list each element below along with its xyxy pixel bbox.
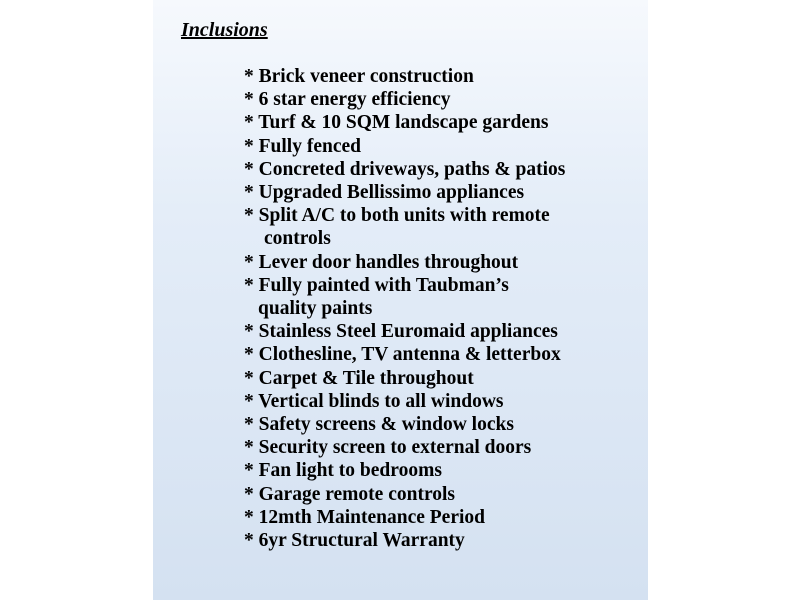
list-item — [244, 320, 565, 343]
list-item — [244, 181, 565, 204]
list-item — [244, 65, 565, 88]
list-item — [244, 251, 565, 274]
list-item-text: * 6yr Structural Warranty — [244, 530, 465, 552]
list-item-text: * Concreted driveways, paths & patios — [244, 158, 566, 180]
list-item-text: * Safety screens & window locks — [244, 414, 514, 436]
list-item-text: * Upgraded Bellissimo appliances — [244, 182, 525, 204]
list-item-text: * Fully painted with Taubman’s — [244, 274, 509, 296]
list-item — [244, 135, 565, 158]
list-item-text: * Security screen to external doors — [244, 437, 532, 459]
list-item — [244, 413, 565, 436]
list-item — [244, 529, 565, 552]
inclusions-panel — [153, 0, 648, 600]
list-item — [244, 390, 565, 413]
list-item-text: * Fully fenced — [244, 135, 361, 157]
list-item — [244, 274, 565, 320]
list-item-text: * Clothesline, TV antenna & letterbox — [244, 344, 561, 366]
list-item — [244, 506, 565, 529]
list-item-text: * Carpet & Tile throughout — [244, 367, 474, 389]
list-item-text: * Turf & 10 SQM landscape gardens — [244, 112, 549, 134]
list-item-text: * Lever door handles throughout — [244, 251, 519, 273]
list-item-continuation: quality paints — [258, 298, 373, 320]
list-item-text: * Brick veneer construction — [244, 66, 474, 87]
list-item — [244, 343, 565, 366]
list-item-text: * Stainless Steel Euromaid appliances — [244, 321, 558, 343]
list-item — [244, 204, 565, 250]
inclusions-heading: Inclusions — [181, 19, 268, 41]
list-item — [244, 459, 565, 482]
list-item-text: * Fan light to bedrooms — [244, 460, 442, 482]
list-item — [244, 88, 565, 111]
list-item-text: * Split A/C to both units with remote — [244, 205, 550, 227]
list-item — [244, 483, 565, 506]
list-item-continuation: controls — [264, 228, 331, 250]
list-item — [244, 111, 565, 134]
inclusions-list — [244, 65, 565, 552]
list-item — [244, 158, 565, 181]
list-item-text: * Garage remote controls — [244, 483, 456, 505]
list-item — [244, 436, 565, 459]
list-item-text: * Vertical blinds to all windows — [244, 390, 504, 412]
list-item-text: * 6 star energy efficiency — [244, 89, 451, 111]
list-item — [244, 367, 565, 390]
list-item-text: * 12mth Maintenance Period — [244, 506, 486, 528]
